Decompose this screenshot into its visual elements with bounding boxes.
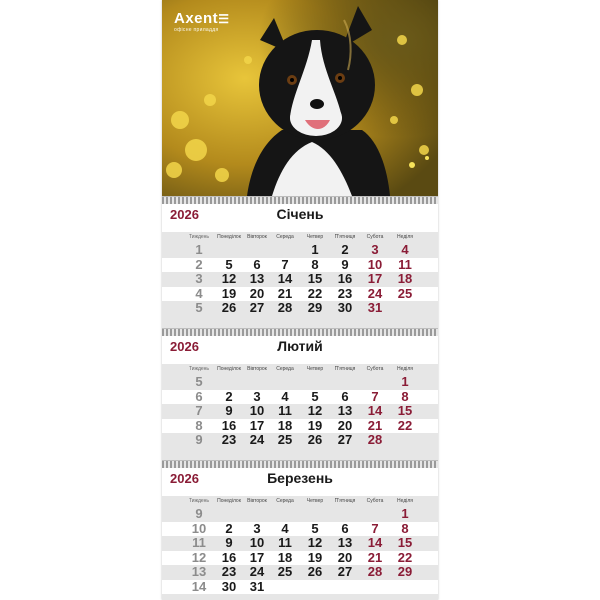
day-cell: 22 <box>307 285 323 301</box>
week-row <box>162 580 438 594</box>
day-cell: 30 <box>221 578 237 594</box>
day-cell: 15 <box>307 271 323 286</box>
weekday-header: Тиждень <box>188 234 210 240</box>
weekday-header: Неділя <box>397 234 413 240</box>
day-cell: 16 <box>221 417 237 433</box>
day-cell: 12 <box>221 271 237 286</box>
day-cell: 19 <box>307 417 323 433</box>
day-cell: 2 <box>341 242 349 257</box>
weekday-header-row <box>162 234 438 242</box>
month-name: Березень <box>267 470 333 486</box>
weekday-header: Субота <box>366 366 384 372</box>
day-cell: 27 <box>337 432 353 447</box>
wall-calendar <box>162 0 438 600</box>
day-cell: 24 <box>367 285 383 301</box>
weekday-header-row <box>162 498 438 506</box>
week-number: 12 <box>191 549 207 565</box>
weekday-header: Понеділок <box>217 234 241 240</box>
day-cell: 13 <box>249 271 265 286</box>
day-cell: 4 <box>401 242 409 257</box>
month-name: Січень <box>276 206 324 222</box>
week-row <box>162 390 438 404</box>
day-cell: 31 <box>367 300 383 315</box>
day-cell: 11 <box>398 256 412 272</box>
brand-logo <box>174 10 229 33</box>
week-number: 13 <box>191 564 207 579</box>
weekday-header: Тиждень <box>188 498 210 504</box>
month-block <box>162 196 438 328</box>
brand-tagline: офісне приладдя <box>174 27 219 33</box>
week-number: 7 <box>195 403 203 418</box>
day-cell: 8 <box>401 388 409 404</box>
day-cell: 17 <box>249 417 265 433</box>
day-cell: 7 <box>281 256 289 272</box>
week-row <box>162 536 438 550</box>
weekday-header: Понеділок <box>217 366 241 372</box>
day-cell: 16 <box>337 271 353 286</box>
week-number: 9 <box>195 432 203 447</box>
day-cell: 9 <box>341 256 349 272</box>
day-cell: 15 <box>397 403 413 418</box>
day-cell: 8 <box>401 520 409 536</box>
day-cell: 23 <box>221 432 237 447</box>
week-number: 6 <box>195 388 203 404</box>
day-cell: 2 <box>225 520 233 536</box>
weekday-header: Субота <box>366 498 384 504</box>
day-cell: 27 <box>337 564 353 579</box>
month-name: Лютий <box>277 338 323 354</box>
day-cell: 3 <box>253 520 261 536</box>
month-block <box>162 328 438 460</box>
brand-name: Axent <box>174 10 219 27</box>
day-cell: 6 <box>341 520 349 536</box>
week-row <box>162 243 438 257</box>
day-cell: 7 <box>371 388 379 404</box>
day-cell: 24 <box>249 432 265 447</box>
day-cell: 26 <box>221 300 237 315</box>
weekday-header: Неділя <box>397 498 413 504</box>
day-cell: 4 <box>281 388 289 404</box>
weekday-header: Вівторок <box>247 498 267 504</box>
day-cell: 29 <box>307 300 323 315</box>
week-row <box>162 433 438 447</box>
day-cell: 20 <box>249 285 265 301</box>
week-number: 1 <box>195 242 203 257</box>
day-cell: 1 <box>311 242 319 257</box>
day-cell: 22 <box>397 549 413 565</box>
day-cell: 26 <box>307 432 323 447</box>
week-row <box>162 507 438 521</box>
week-row <box>162 272 438 286</box>
day-cell: 26 <box>307 564 323 579</box>
day-cell: 1 <box>401 374 409 389</box>
day-cell: 29 <box>397 564 413 579</box>
day-cell: 20 <box>337 417 353 433</box>
day-cell: 1 <box>401 506 409 521</box>
day-cell: 18 <box>277 549 293 565</box>
week-number: 14 <box>191 578 207 594</box>
week-number: 11 <box>192 535 206 550</box>
day-cell: 14 <box>367 403 383 418</box>
day-cell: 28 <box>367 564 383 579</box>
day-cell: 18 <box>277 417 293 433</box>
day-cell: 2 <box>225 388 233 404</box>
weekday-header: Тиждень <box>188 366 210 372</box>
week-row <box>162 287 438 301</box>
day-cell: 10 <box>367 256 383 272</box>
day-cell: 31 <box>249 578 265 594</box>
week-number: 10 <box>191 520 207 536</box>
day-cell: 4 <box>281 520 289 536</box>
day-cell: 9 <box>225 403 233 418</box>
day-cell: 30 <box>337 300 353 315</box>
weekday-header: Середа <box>276 366 294 372</box>
day-cell: 16 <box>221 549 237 565</box>
weekday-header: Субота <box>366 234 384 240</box>
day-cell: 7 <box>371 520 379 536</box>
week-number: 8 <box>195 417 203 433</box>
week-row <box>162 375 438 389</box>
day-cell: 13 <box>337 403 353 418</box>
day-cell: 3 <box>253 388 261 404</box>
week-number: 3 <box>195 271 203 286</box>
day-cell: 8 <box>311 256 319 272</box>
day-cell: 25 <box>277 564 293 579</box>
week-row <box>162 551 438 565</box>
week-row <box>162 419 438 433</box>
day-cell: 20 <box>337 549 353 565</box>
week-number: 2 <box>195 256 203 272</box>
weekday-header: П'ятниця <box>334 366 356 372</box>
week-row <box>162 565 438 579</box>
week-number: 5 <box>195 300 203 315</box>
day-cell: 17 <box>249 549 265 565</box>
month-block <box>162 460 438 600</box>
year-label: 2026 <box>170 471 199 486</box>
week-row <box>162 258 438 272</box>
day-cell: 13 <box>337 535 353 550</box>
day-cell: 21 <box>277 285 293 301</box>
day-cell: 11 <box>278 535 292 550</box>
weekday-header: Четвер <box>306 234 324 240</box>
weekday-header: П'ятниця <box>334 234 356 240</box>
day-cell: 22 <box>397 417 413 433</box>
day-cell: 15 <box>397 535 413 550</box>
day-cell: 25 <box>397 285 413 301</box>
day-cell: 17 <box>367 271 383 286</box>
day-cell: 14 <box>367 535 383 550</box>
day-cell: 5 <box>225 256 233 272</box>
weekday-header: Понеділок <box>217 498 241 504</box>
day-cell: 14 <box>277 271 293 286</box>
day-cell: 5 <box>311 388 319 404</box>
weekday-header: Вівторок <box>247 366 267 372</box>
day-cell: 19 <box>307 549 323 565</box>
week-row <box>162 404 438 418</box>
day-cell: 28 <box>367 432 383 447</box>
day-cell: 25 <box>277 432 293 447</box>
day-cell: 21 <box>367 549 383 565</box>
day-cell: 9 <box>225 535 233 550</box>
day-cell: 3 <box>371 242 379 257</box>
week-number: 5 <box>195 374 203 389</box>
week-row <box>162 522 438 536</box>
week-row <box>162 301 438 315</box>
day-cell: 12 <box>307 535 323 550</box>
year-label: 2026 <box>170 339 199 354</box>
weekday-header: Неділя <box>397 366 413 372</box>
week-number: 4 <box>195 285 203 301</box>
day-cell: 23 <box>221 564 237 579</box>
day-cell: 23 <box>337 285 353 301</box>
weekday-header: Вівторок <box>247 234 267 240</box>
day-cell: 21 <box>367 417 383 433</box>
day-cell: 27 <box>249 300 265 315</box>
year-label: 2026 <box>170 207 199 222</box>
menu-lines-icon: ☰ <box>218 12 230 26</box>
day-cell: 6 <box>341 388 349 404</box>
weekday-header: Середа <box>276 234 294 240</box>
day-cell: 10 <box>249 535 265 550</box>
day-cell: 12 <box>307 403 323 418</box>
weekday-header: П'ятниця <box>334 498 356 504</box>
day-cell: 6 <box>253 256 261 272</box>
dog-photo <box>162 0 438 196</box>
weekday-header: Четвер <box>306 366 324 372</box>
day-cell: 24 <box>249 564 265 579</box>
day-cell: 10 <box>249 403 265 418</box>
day-cell: 5 <box>311 520 319 536</box>
day-cell: 18 <box>397 271 413 286</box>
weekday-header: Четвер <box>306 498 324 504</box>
day-cell: 19 <box>221 285 237 301</box>
weekday-header-row <box>162 366 438 374</box>
weekday-header: Середа <box>276 498 294 504</box>
day-cell: 28 <box>277 300 293 315</box>
day-cell: 11 <box>278 403 292 418</box>
week-number: 9 <box>195 506 203 521</box>
